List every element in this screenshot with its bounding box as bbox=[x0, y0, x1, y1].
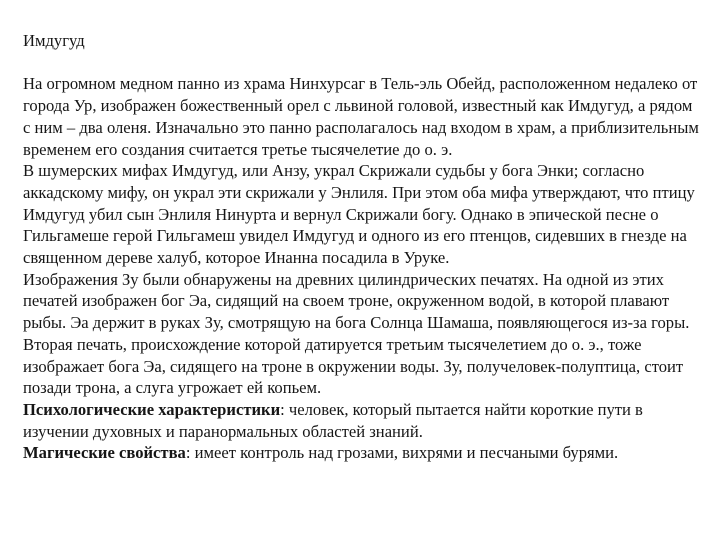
paragraph-psychological-traits bbox=[23, 399, 702, 442]
paragraph-second-seal: Вторая печать, происхождение которой датируется третьим тысячелетием до о. э., тоже изображает бога Эа, сидящего на троне в окружении воды. Зу, получеловек-полуптица, стоит позади трона, а слуга угрожает ей копьем. bbox=[23, 334, 684, 398]
magic-label: Магические свойства bbox=[23, 443, 186, 463]
paragraph-panel-description: На огромном медном панно из храма Нинхурсаг в Тель-эль Обейд, расположенном недалеко от города Ур, изображен божественный орел с львиной головой, известный как Имдугуд, а рядом с ним – два оленя. Изначально это панно располагалось над входом в храм, а приблизительным временем его создания считается третье тысячелетие до о. э. bbox=[23, 74, 699, 159]
blank-line bbox=[23, 52, 702, 74]
paragraph-sumerian-myths: В шумерских мифах Имдугуд, или Анзу, украл Скрижали судьбы у бога Энки; согласно аккадскому мифу, он украл эти скрижали у Энлиля. При этом оба мифа утверждают, что птицу Имдугуд убил сын Энлиля Нинурта и вернул Скрижали богу. Однако в эпической песне о Гильгамеше герой Гильгамеш увидел Имдугуд и одного из его птенцов, сидевших в гнезде на священном дереве халуб, которое Инанна посадила в Уруке. bbox=[23, 161, 695, 268]
psych-text: : человек, который пытается найти короткие пути в изучении духовных и паранормальных областей знаний. bbox=[23, 399, 643, 441]
document-title: Имдугуд bbox=[23, 31, 85, 50]
paragraph-magical-properties bbox=[23, 442, 702, 464]
psych-label: Психологические характеристики bbox=[23, 399, 281, 419]
magic-text: : имеет контроль над грозами, вихрями и песчаными бурями. bbox=[185, 443, 619, 463]
paragraph-cylinder-seals: Изображения Зу были обнаружены на древних цилиндрических печатях. На одной из этих печатей изображен бог Эа, сидящий на своем троне, окруженном водой, в которой плавают рыбы. Эа держит в руках Зу, смотрящую на бога Солнца Шамаша, появляющегося из-за горы. bbox=[23, 269, 690, 333]
